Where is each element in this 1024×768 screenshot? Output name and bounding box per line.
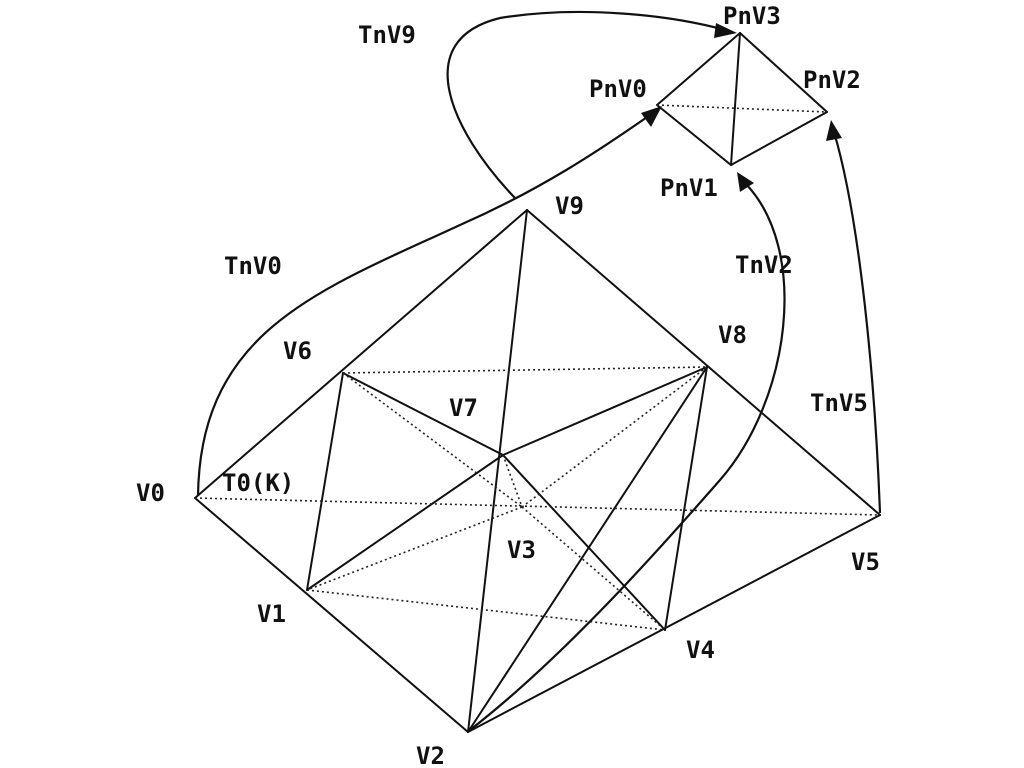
label-tnv0: TnV0 bbox=[224, 252, 282, 280]
hidden-edge-v3-v4 bbox=[522, 507, 665, 630]
label-v5: V5 bbox=[851, 548, 880, 576]
small-tetrahedron bbox=[657, 33, 827, 165]
label-v4: V4 bbox=[686, 636, 715, 664]
label-v0: V0 bbox=[136, 479, 165, 507]
arrow-tnv0 bbox=[641, 106, 662, 127]
label-tnv5: TnV5 bbox=[810, 389, 868, 417]
edge-pnv3-pnv1 bbox=[731, 33, 740, 165]
label-pnv0: PnV0 bbox=[589, 75, 647, 103]
hidden-edge-v3-v8 bbox=[522, 367, 707, 507]
label-pnv1: PnV1 bbox=[660, 174, 718, 202]
edge-v6-v1 bbox=[307, 373, 343, 590]
edge-v8-v4 bbox=[665, 367, 707, 630]
label-v1: V1 bbox=[257, 600, 286, 628]
label-pnv3: PnV3 bbox=[723, 2, 781, 30]
curve-tnv0 bbox=[198, 115, 650, 496]
label-v6: V6 bbox=[283, 337, 312, 365]
label-v8: V8 bbox=[718, 321, 747, 349]
arrow-tnv5 bbox=[826, 120, 842, 141]
hidden-edge-v3-v1 bbox=[307, 507, 522, 590]
edge-v9-v5 bbox=[527, 210, 880, 515]
hidden-edge-pnv0-pnv2 bbox=[657, 105, 827, 112]
edge-pnv1-pnv2 bbox=[731, 112, 827, 165]
edge-pnv0-pnv1 bbox=[657, 105, 731, 165]
edge-v7-v1 bbox=[307, 455, 503, 590]
curve-tnv5 bbox=[834, 132, 880, 513]
label-v2: V2 bbox=[416, 742, 445, 768]
label-v9: V9 bbox=[555, 192, 584, 220]
edge-v0-v2 bbox=[195, 498, 468, 732]
label-tnv2: TnV2 bbox=[735, 251, 793, 279]
hidden-edge-v6-v3 bbox=[343, 373, 522, 507]
outer-tetrahedron-edges bbox=[195, 210, 880, 732]
edge-pnv0-pnv3 bbox=[657, 33, 740, 105]
label-pnv2: PnV2 bbox=[803, 66, 861, 94]
edge-v7-v8 bbox=[503, 367, 707, 455]
hidden-edge-v1-v4 bbox=[307, 590, 665, 630]
label-t0: T0(K) bbox=[222, 469, 295, 497]
curve-tnv9 bbox=[448, 12, 725, 198]
edge-v6-v7 bbox=[343, 373, 503, 455]
hidden-edges bbox=[195, 367, 880, 630]
label-tnv9: TnV9 bbox=[358, 21, 416, 49]
label-v7: V7 bbox=[449, 394, 478, 422]
label-v3: V3 bbox=[507, 536, 536, 564]
hidden-edge-v6-v8 bbox=[343, 367, 707, 373]
hidden-edge-v0-v5 bbox=[195, 498, 880, 515]
